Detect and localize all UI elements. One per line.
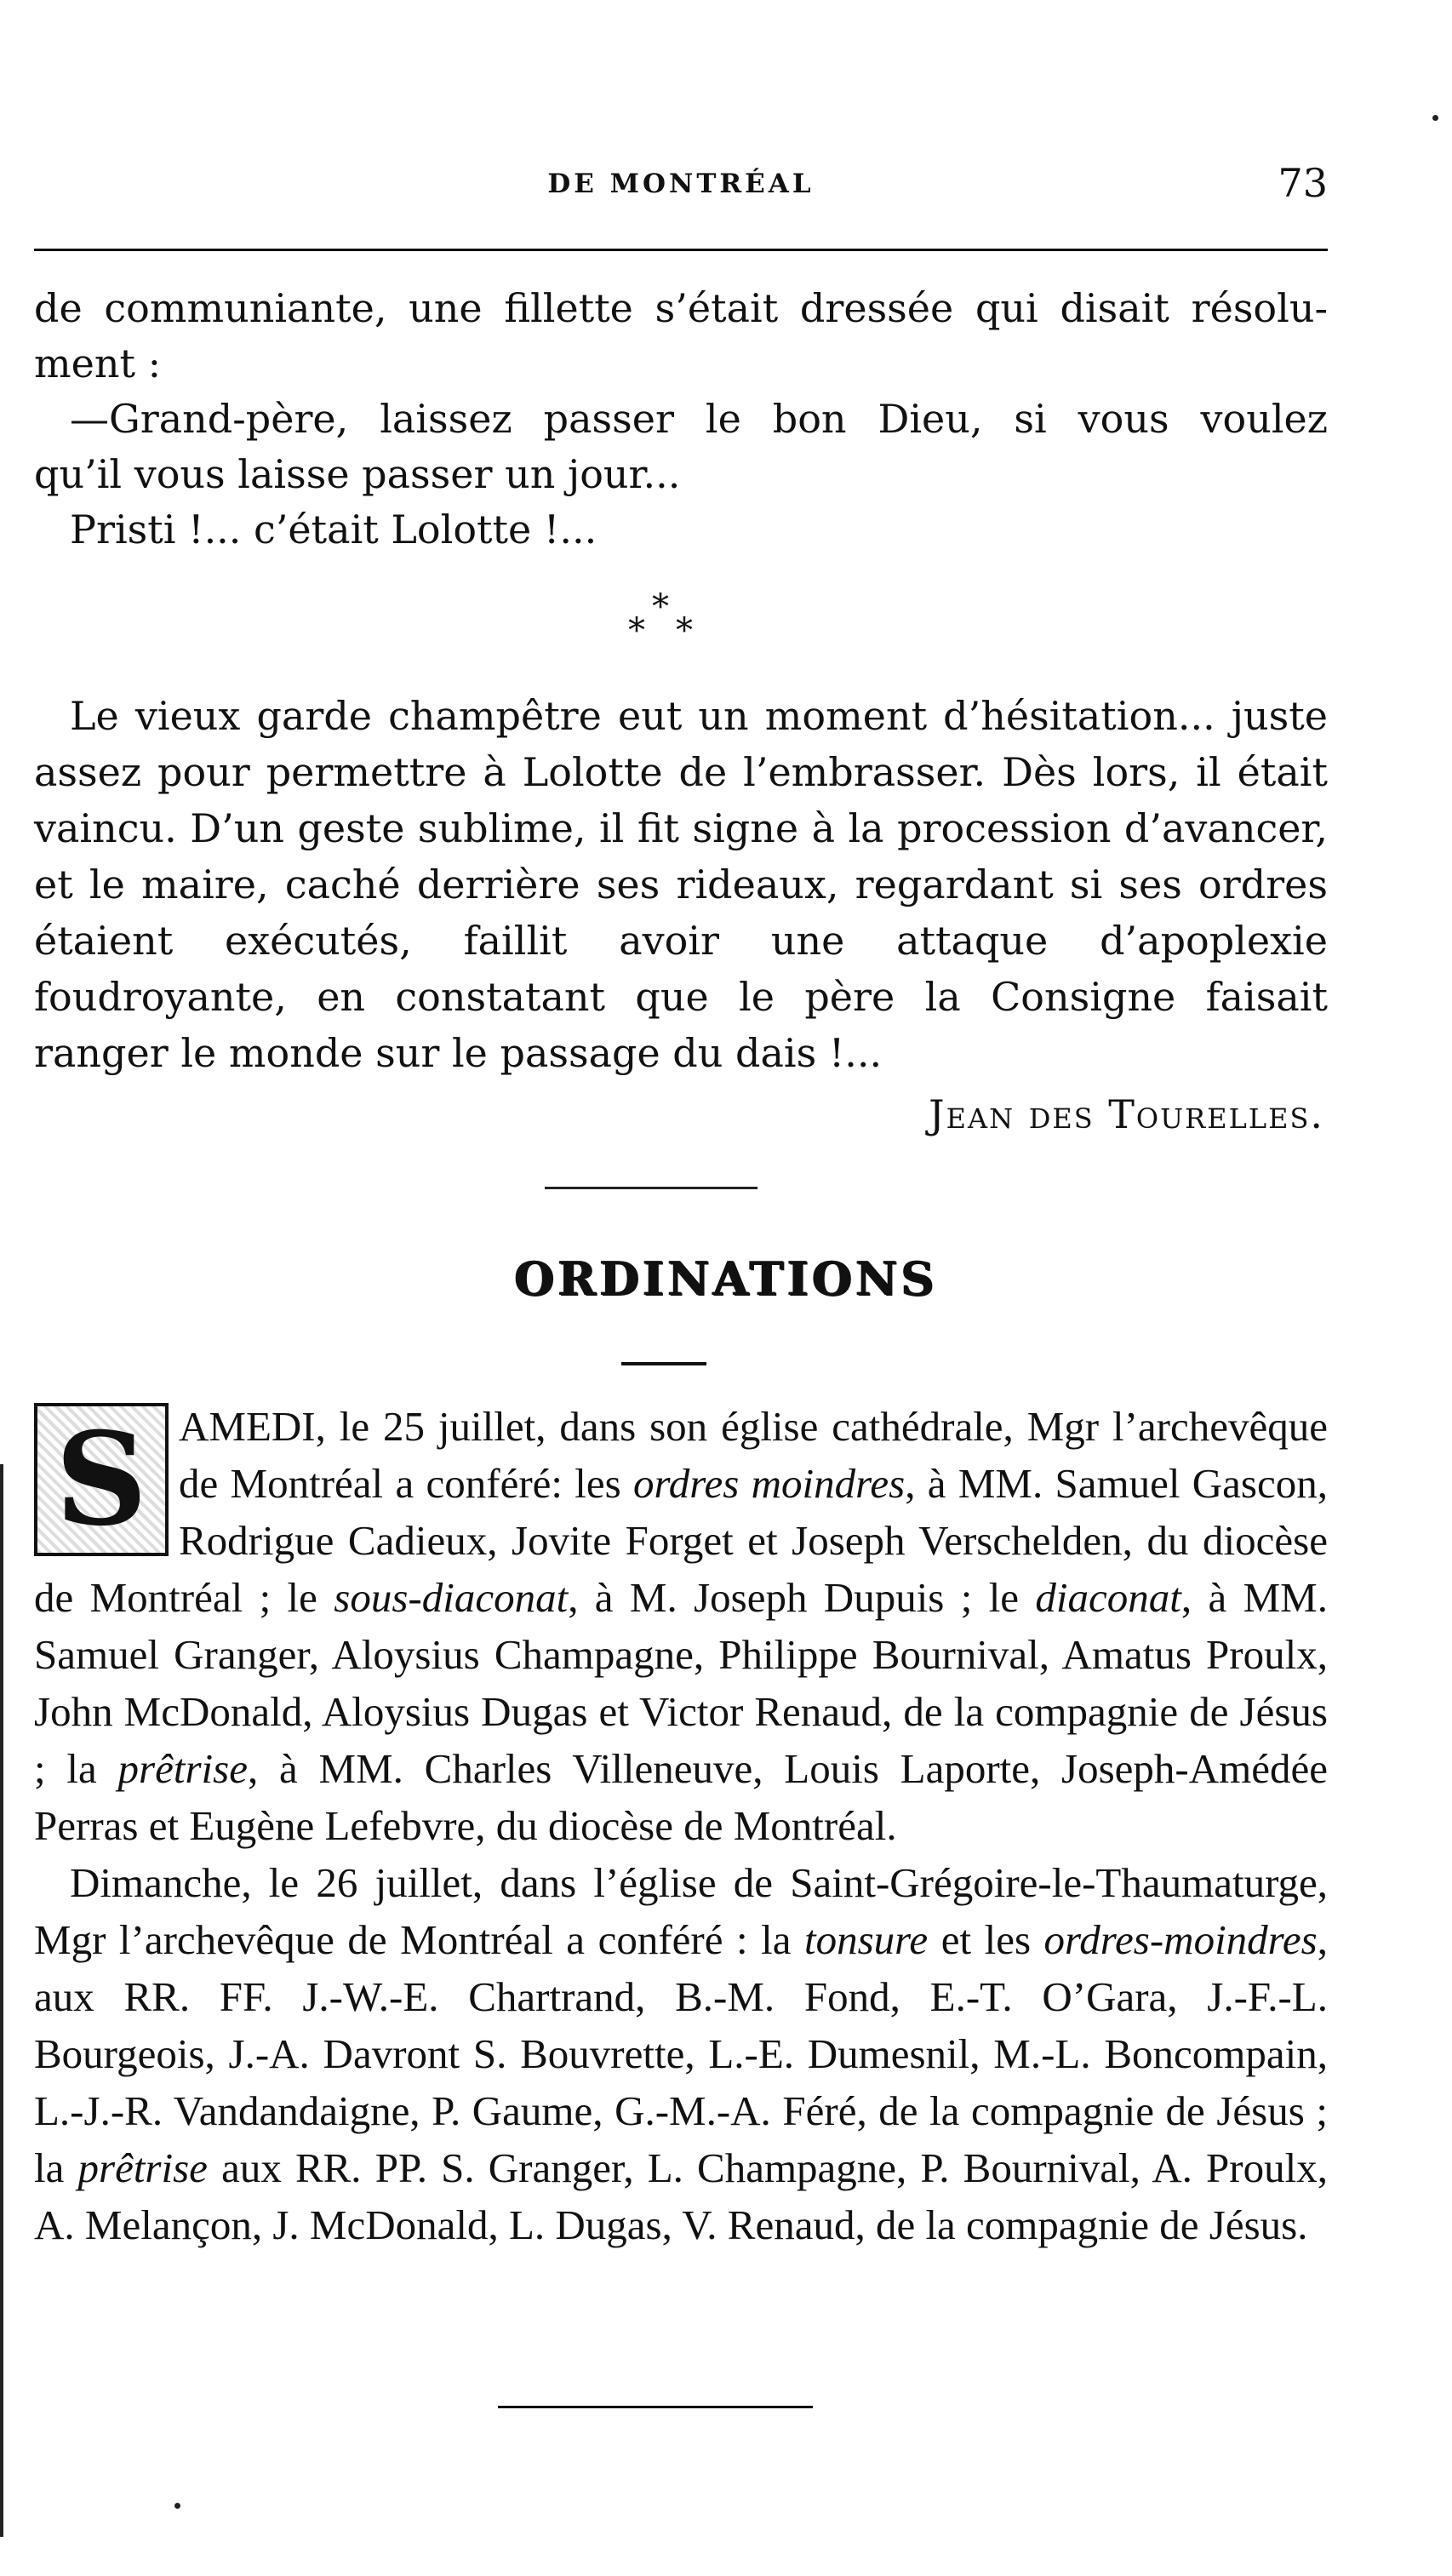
text-line: de communiante, une fillette s’était dressée qui disait résolu- bbox=[34, 285, 1328, 331]
drop-cap-letter: S bbox=[54, 1404, 148, 1554]
page-number: 73 bbox=[1278, 160, 1328, 206]
paragraph: AMEDI, le 25 juillet, dans son église cathédrale, Mgr l’archevêque de Montréal a conféré: les ordres moindres, à MM. Samuel Gascon, Rodrigue Cadieux, Jovite Forget et Joseph Verschelden, du diocèse de Montréal ; le sous-diaconat, à M. Joseph Dupuis ; le diaconat, à MM. Samuel Granger, Aloysius Champagne, Philippe Bournival, Amatus Proulx, John McDonald, Aloysius Dugas et Victor Renaud, de la compagnie de Jésus ; la prêtrise, à MM. Charles Villeneuve, Louis Laporte, Joseph-Amédée Perras et Eugène Lefebvre, du diocèse de Montréal. bbox=[34, 1403, 1328, 1849]
paragraph: Dimanche, le 26 juillet, dans l’église de Saint-Grégoire-le-Thaumaturge, Mgr l’archevêque de Montréal a conféré : la tonsure et les ordres-moindres, aux RR. FF. J.-W.-E. Chartrand, B.-M. Fond, E.-T. O’Gara, J.-F.-L. Bourgeois, J.-A. Davront S. Bouvrette, L.-E. Dumesnil, M.-L. Boncompain, L.-J.-R. Vandandaigne, P. Gaume, G.-M.-A. Féré, de la compagnie de Jésus ; la prêtrise aux RR. PP. S. Granger, L. Champagne, P. Bournival, A. Proulx, A. Melançon, J. McDonald, L. Dugas, V. Renaud, de la compagnie de Jésus. bbox=[34, 1859, 1329, 2248]
asterism-star: * bbox=[652, 587, 669, 627]
text-line: ment : bbox=[34, 341, 162, 386]
ordinations-text bbox=[34, 1398, 1328, 2253]
dialogue-line: —Grand-père, laissez passer le bon Dieu, si vous voulez bbox=[70, 396, 1328, 442]
ink-speck bbox=[1432, 115, 1438, 121]
drop-cap bbox=[34, 1403, 169, 1556]
story-conclusion bbox=[34, 688, 1328, 1081]
author-signature: Jean des Tourelles. bbox=[929, 1091, 1324, 1137]
ink-speck bbox=[174, 2503, 180, 2509]
text-line: Pristi !... c’était Lolotte !... bbox=[70, 507, 597, 552]
header-rule bbox=[34, 249, 1328, 251]
text-line: qu’il vous laisse passer un jour... bbox=[34, 451, 681, 497]
page-header bbox=[34, 160, 1328, 220]
end-rule bbox=[498, 2406, 813, 2408]
asterism-star: * bbox=[628, 611, 645, 650]
binding-edge bbox=[0, 1464, 3, 2537]
heading-rule bbox=[621, 1362, 706, 1365]
asterism-star: * bbox=[676, 611, 693, 650]
story-ending bbox=[34, 281, 1328, 558]
section-heading: ORDINATIONS bbox=[514, 1251, 938, 1306]
asterism bbox=[621, 587, 715, 664]
running-title: DE MONTRÉAL bbox=[547, 169, 815, 199]
separator-rule bbox=[545, 1187, 757, 1189]
paragraph: Le vieux garde champêtre eut un moment d’hésitation... juste assez pour permettre à Lolotte de l’embrasser. Dès lors, il était vaincu. D’un geste sublime, il fit signe à la procession d’avancer, et le maire, caché derrière ses rideaux, regardant si ses ordres étaient exécutés, faillit avoir une attaque d’apoplexie foudroyante, en constatant que le père la Consigne faisait ranger le monde sur le passage du dais !... bbox=[34, 693, 1328, 1076]
